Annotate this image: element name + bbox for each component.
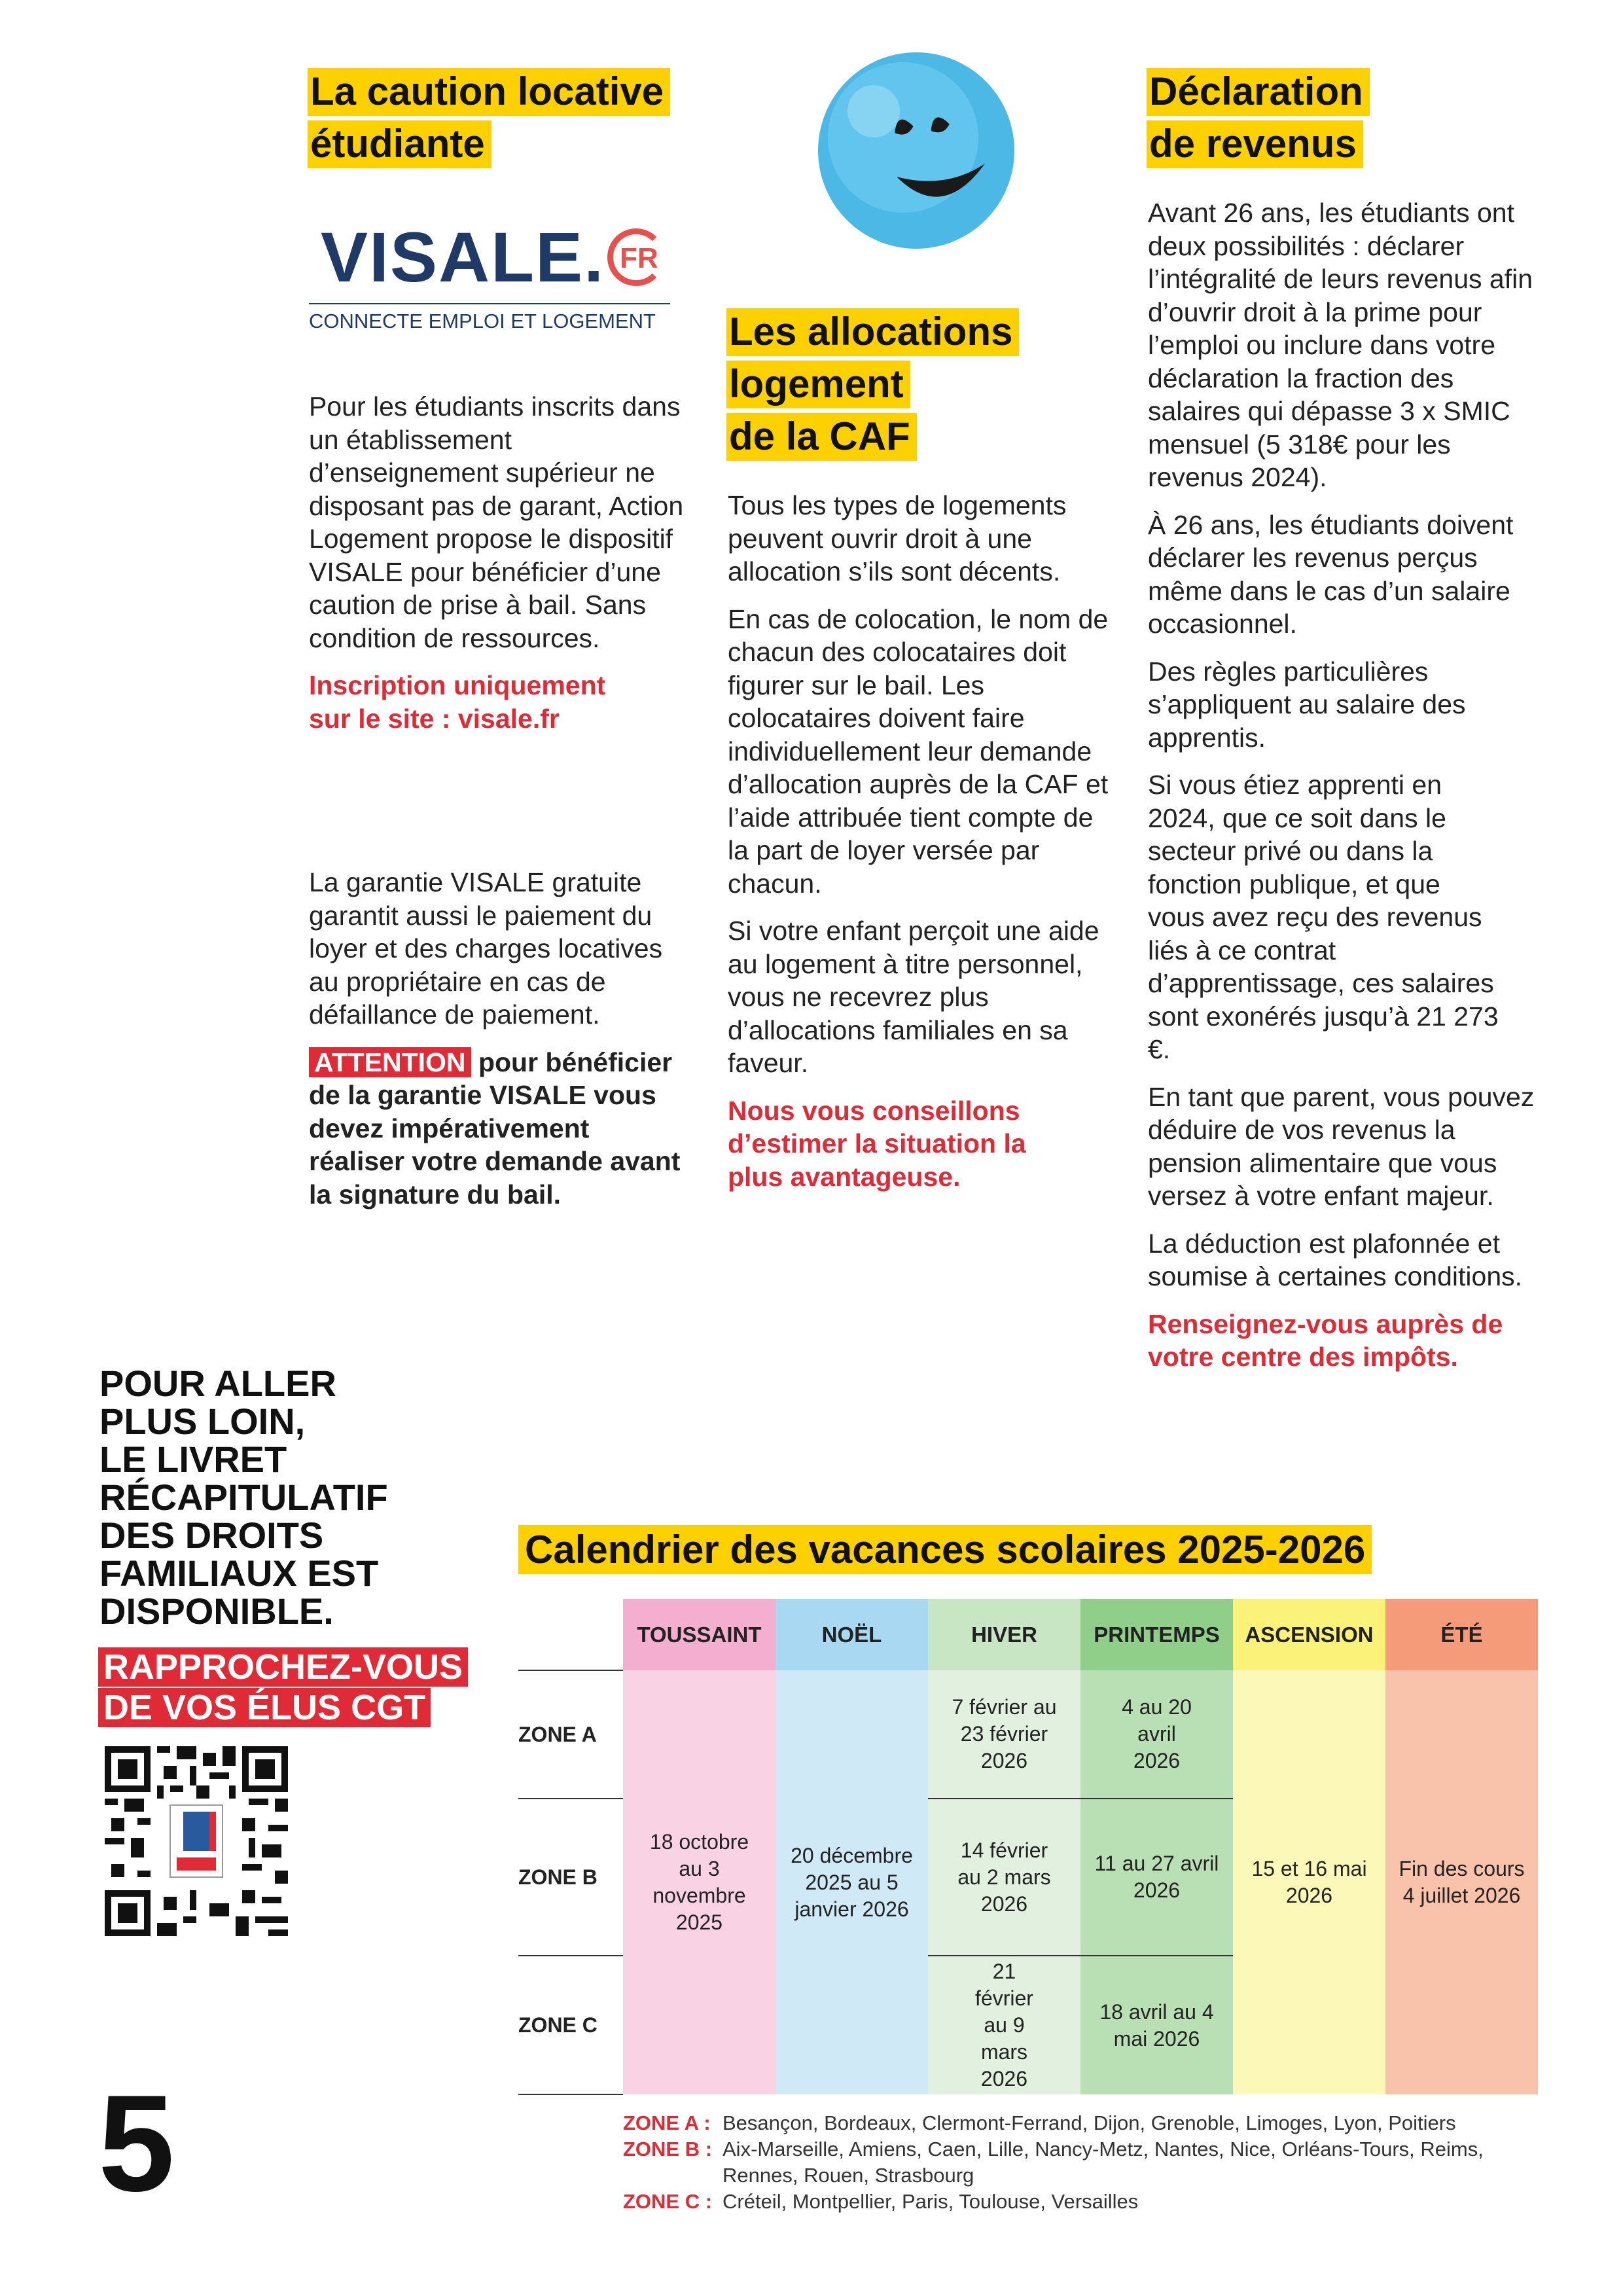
calendar-title-wrap	[518, 1527, 1372, 1572]
promo-line: POUR ALLER	[99, 1363, 336, 1404]
col2-heading-line2: logement	[726, 361, 910, 408]
col1-body	[309, 390, 688, 749]
col3-para4: Si vous étiez apprenti en 2024, que ce soit dans le secteur privé ou dans la fonction publique, et que vous avez reçu des revenus liés à ce contrat d’apprentissage, ces salaires sont exonérés jusqu’à 21 273 €.	[1148, 770, 1499, 1064]
promo-text	[99, 1365, 414, 1630]
toussaint-dates: 18 octobre au 3 novembre 2025	[649, 1830, 749, 1934]
col3-heading-line1: Déclaration	[1147, 68, 1370, 116]
noel-cell	[776, 1670, 928, 2094]
col1-heading-line1: La caution locative	[308, 68, 670, 116]
printemps-zone-b-dates: 11 au 27 avril 2026	[1094, 1852, 1219, 1902]
col3-para2: À 26 ans, les étudiants doivent déclarer les revenus perçus même dans le cas d’un salaire occasionnel.	[1148, 509, 1514, 639]
calendar-title: Calendrier des vacances scolaires 2025-2026	[518, 1525, 1372, 1574]
printemps-zone-c	[1080, 1956, 1233, 2094]
calendar-corner	[518, 1599, 623, 1670]
col2-para1: Tous les types de logements peuvent ouvrir droit à une allocation s’ils sont décents.	[728, 490, 1067, 586]
legend-zone-a-label: ZONE A :	[623, 2111, 711, 2134]
promo-cta[interactable]	[98, 1647, 491, 1728]
legend-zone-b-label: ZONE B :	[623, 2138, 713, 2161]
attention-badge: ATTENTION	[309, 1047, 471, 1077]
ascension-dates: 15 et 16 mai 2026	[1251, 1857, 1367, 1907]
col1-heading-line2: étudiante	[308, 120, 491, 168]
zones-legend	[623, 2110, 1552, 2215]
zone-a-row	[518, 1670, 1538, 1799]
col3-heading-line2: de revenus	[1147, 120, 1363, 168]
hiver-zone-c-dates: 21 février au 9 mars 2026	[975, 1960, 1033, 2090]
promo-line: LE LIVRET	[99, 1439, 287, 1480]
page-number: 5	[98, 2066, 175, 2220]
qr-code-icon[interactable]	[105, 1746, 288, 1936]
col3-para5: En tant que parent, vous pouvez déduire de vos revenus la pension alimentaire que vous versez à votre enfant majeur.	[1148, 1081, 1535, 1211]
hiver-zone-c	[928, 1956, 1080, 2094]
legend-zone-c	[623, 2189, 1552, 2215]
col1-para1: Pour les étudiants inscrits dans un établissement d’enseignement supérieur ne disposant pas de garant, Action Logement propose le dispositif VISALE pour bénéficier d’une caution de prise à bail. Sans condition de ressources.	[309, 391, 684, 653]
visale-badge-icon	[607, 228, 665, 286]
col-noel-header: NOËL	[776, 1599, 928, 1670]
col3-body	[1148, 196, 1541, 1388]
promo-cta-line1: RAPPROCHEZ-VOUS	[98, 1647, 468, 1687]
toussaint-cell	[623, 1670, 776, 2094]
col2-body	[728, 489, 1114, 1208]
hiver-zone-b-dates: 14 février au 2 mars 2026	[957, 1838, 1051, 1916]
col1-heading	[308, 65, 713, 170]
hiver-zone-a	[928, 1670, 1080, 1799]
visale-logo-word: VISALE.	[321, 217, 605, 296]
noel-dates: 20 décembre 2025 au 5 janvier 2026	[791, 1843, 913, 1921]
legend-zone-b	[623, 2136, 1552, 2189]
ete-cell	[1385, 1670, 1538, 2094]
col3-heading	[1147, 65, 1513, 170]
col-printemps-header: PRINTEMPS	[1080, 1599, 1233, 1670]
hiver-zone-b	[928, 1799, 1080, 1956]
visale-tagline: CONNECTE EMPLOI ET LOGEMENT	[309, 310, 656, 332]
col1-callout: Inscription uniquement sur le site : visale.fr	[309, 670, 606, 734]
col2-heading-line1: Les allocations	[726, 308, 1019, 356]
legend-zone-b-cities: Aix-Marseille, Amiens, Caen, Lille, Nancy-Metz, Nantes, Nice, Orléans-Tours, Reims, Rennes, Rouen, Strasbourg	[722, 2138, 1484, 2187]
promo-line: RÉCAPITULATIF	[99, 1477, 388, 1518]
col-toussaint-header: TOUSSAINT	[623, 1599, 776, 1670]
ete-dates: Fin des cours 4 juillet 2026	[1399, 1857, 1525, 1907]
promo-cta-line2: DE VOS ÉLUS CGT	[98, 1688, 431, 1727]
legend-zone-c-label: ZONE C :	[623, 2190, 713, 2213]
col-ete-header: ÉTÉ	[1385, 1599, 1538, 1670]
calendar-header-row	[518, 1599, 1538, 1670]
legend-zone-c-cities: Créteil, Montpellier, Paris, Toulouse, Versailles	[722, 2190, 1139, 2213]
printemps-zone-a	[1080, 1670, 1233, 1799]
zone-c-label: ZONE C	[518, 1956, 623, 2094]
printemps-zone-c-dates: 18 avril au 4 mai 2026	[1099, 2000, 1214, 2051]
visale-logo	[309, 216, 675, 333]
col-hiver-header: HIVER	[928, 1599, 1080, 1670]
smiley-icon	[808, 39, 1024, 255]
col2-heading-line3: de la CAF	[726, 413, 917, 461]
col2-para2: En cas de colocation, le nom de chacun des colocataires doit figurer sur le bail. Les colocataires doivent faire individuellement leur demande d’allocation auprès de la CAF et l’aide attribuée tient compte de la part de loyer versée par chacun.	[728, 603, 1109, 899]
promo-line: DES DROITS	[99, 1515, 324, 1556]
attention-text: pour bénéficier de la garantie VISALE vous devez impérativement réaliser votre demande avant la signature du bail.	[309, 1047, 681, 1210]
col1-body-2	[309, 866, 688, 1225]
col-ascension-header: ASCENSION	[1233, 1599, 1385, 1670]
zone-b-label: ZONE B	[518, 1799, 623, 1956]
col3-para6: La déduction est plafonnée et soumise à certaines conditions.	[1148, 1228, 1523, 1291]
col2-heading	[726, 306, 1093, 463]
hiver-zone-a-dates: 7 février au 23 février 2026	[952, 1695, 1057, 1772]
legend-zone-a-cities: Besançon, Bordeaux, Clermont-Ferrand, Dijon, Grenoble, Limoges, Lyon, Poitiers	[722, 2111, 1456, 2134]
promo-line: FAMILIAUX EST	[99, 1552, 379, 1594]
col3-para1: Avant 26 ans, les étudiants ont deux possibilités : déclarer l’intégralité de leurs revenus afin d’ouvrir droit à la prime pour l’emploi ou inclure dans votre déclaration la fraction des salaires qui dépasse 3 x SMIC mensuel (5 318€ pour les revenus 2024).	[1148, 198, 1533, 492]
col3-callout: Renseignez-vous auprès de votre centre des impôts.	[1148, 1308, 1503, 1372]
col2-para3: Si votre enfant perçoit une aide au logement à titre personnel, vous ne recevrez plus d’allocations familiales en sa faveur.	[728, 916, 1099, 1078]
zone-a-label: ZONE A	[518, 1670, 623, 1799]
legend-zone-a	[623, 2110, 1552, 2136]
printemps-zone-a-dates: 4 au 20 avril 2026	[1122, 1695, 1192, 1772]
col2-callout: Nous vous conseillons d’estimer la situation la plus avantageuse.	[728, 1095, 1026, 1192]
visale-badge-text: FR	[620, 242, 658, 274]
printemps-zone-b	[1080, 1799, 1233, 1956]
col3-para3: Des règles particulières s’appliquent au salaire des apprentis.	[1148, 656, 1466, 753]
ascension-cell	[1233, 1670, 1385, 2094]
promo-line: DISPONIBLE.	[99, 1590, 334, 1632]
calendar-table	[518, 1599, 1538, 2095]
col1-attention	[309, 1046, 688, 1211]
promo-line: PLUS LOIN,	[99, 1401, 306, 1442]
col1-para2: La garantie VISALE gratuite garantit aussi le paiement du loyer et des charges locatives au propriétaire en cas de défaillance de paiement.	[309, 867, 663, 1030]
